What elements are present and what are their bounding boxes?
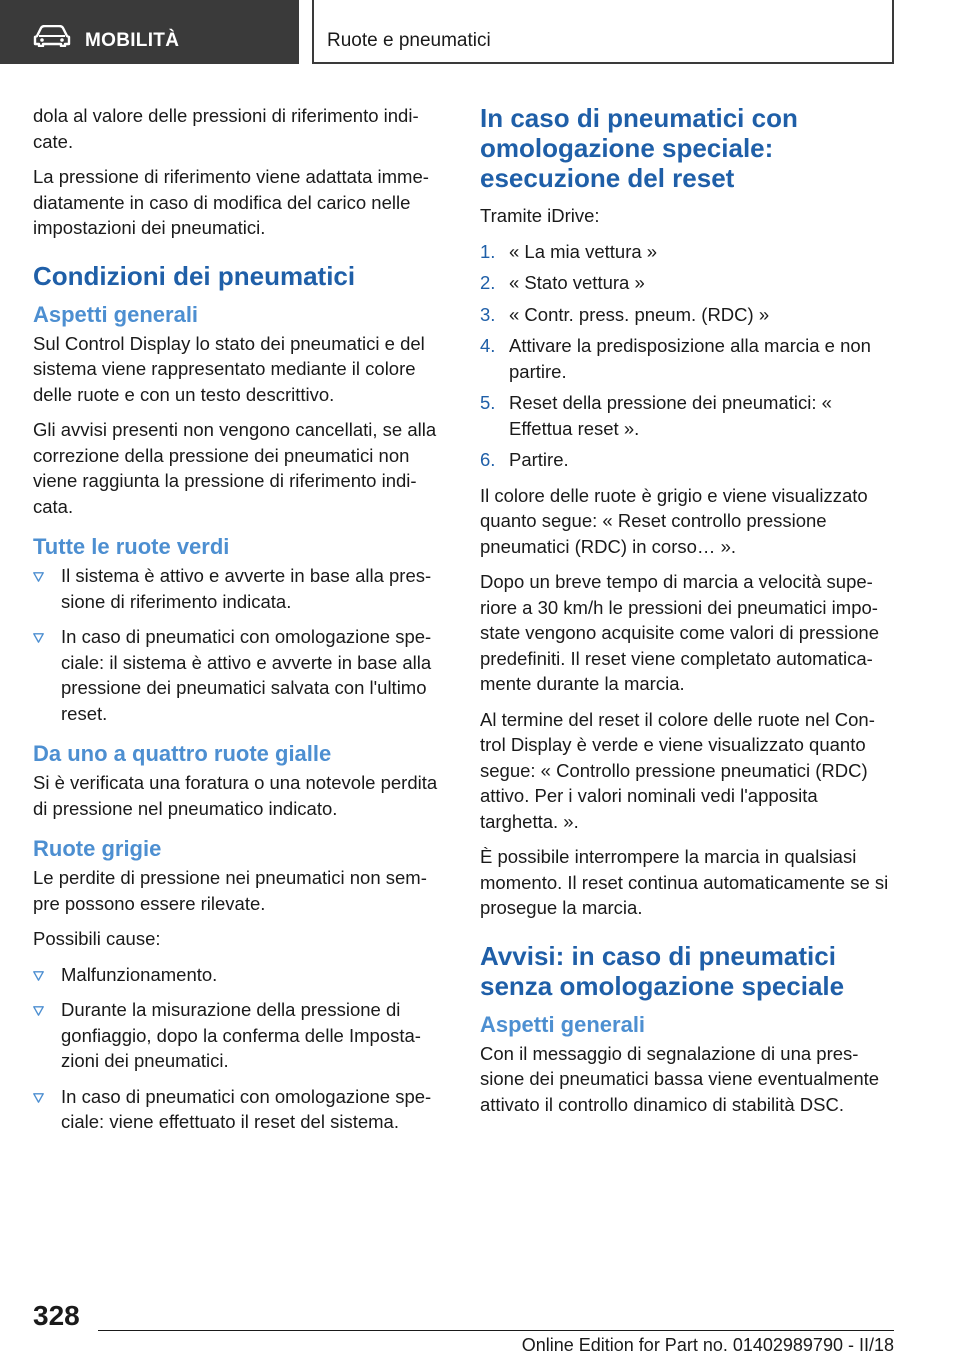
list-item-text: Durante la misurazione della pressione di gonfiaggio, dopo la conferma delle Imposta-zioni dei pneumatici.: [61, 999, 421, 1071]
step-text: Reset della pressione dei pneumatici: « Effettua reset ».: [509, 392, 832, 439]
reset-paragraph-4: È possibile interrompere la marcia in qualsiasi momento. Il reset continua automaticamente se si prosegue la marcia.: [480, 846, 889, 918]
step-number: 4.: [480, 335, 496, 356]
subheading-general: Aspetti generali: [33, 301, 199, 327]
list-item: [33, 1084, 447, 1135]
heading-reset-special-tyres: In caso di pneumatici con omologazione speciale: esecuzione del reset: [480, 103, 798, 193]
list-item: [480, 390, 894, 441]
list-item: [480, 239, 894, 265]
step-text: « Contr. press. pneum. (RDC) »: [509, 303, 770, 325]
intro-paragraph-1: dola al valore delle pressioni di riferimento indi-cate.: [33, 105, 419, 152]
header-category: MOBILITÀ: [85, 30, 180, 51]
step-number: 5.: [480, 392, 496, 413]
triangle-bullet-icon: [33, 1006, 44, 1016]
footer-divider: [98, 1330, 894, 1331]
reset-paragraph-1: Il colore delle ruote è grigio e viene visualizzato quanto segue: « Reset controllo pressione pneumatici (RDC) in corso… ».: [480, 484, 868, 557]
reset-paragraph-3: Al termine del reset il colore delle ruote nel Con-trol Display è verde e viene visualizzato quanto segue: « Controllo pressione pneumatici (RDC) attivo. Per i valori nominali vedi l'apposita targhetta. ».: [480, 708, 875, 832]
car-icon: [33, 25, 71, 47]
reset-paragraph-2: Dopo un breve tempo di marcia a velocità supe-riore a 30 km/h le pressioni dei pneumatici impo-state vengono acquisite come valori di pressione predefiniti. Il reset viene completato automatica-mente durante la marcia.: [480, 571, 880, 694]
header-section-box: [312, 0, 894, 64]
triangle-bullet-icon: [33, 572, 44, 582]
step-text: Attivare la predisposizione alla marcia e non partire.: [509, 335, 871, 382]
list-item: [33, 962, 447, 988]
list-item-text: In caso di pneumatici con omologazione spe-ciale: viene effettuato il reset del sistema.: [61, 1085, 432, 1132]
general-paragraph-2: Gli avvisi presenti non vengono cancellati, se alla correzione della pressione dei pneumatici non viene raggiunta la pressione di riferimento indi-cata.: [33, 419, 437, 517]
step-number: 2.: [480, 272, 496, 293]
list-item-text: In caso di pneumatici con omologazione spe-ciale: il sistema è attivo e avverte in base alla pressione dei pneumatici salvata con l'ultimo reset.: [61, 626, 432, 724]
list-item: [33, 563, 447, 614]
step-text: Partire.: [509, 449, 569, 470]
footer-edition: Online Edition for Part no. 01402989790 - II/18: [521, 1335, 894, 1355]
general-paragraph-1: Sul Control Display lo stato dei pneumatici e del sistema viene rappresentato mediante il colore delle ruote e con un testo descrittivo.: [33, 332, 425, 405]
list-item: [480, 302, 894, 328]
page-number: 328: [33, 1300, 80, 1331]
intro-paragraph-2: La pressione di riferimento viene adattata imme-diatamente in caso di modifica del carico nelle impostazioni dei pneumatici.: [33, 166, 429, 238]
step-number: 1.: [480, 240, 496, 262]
grey-paragraph-1: Le perdite di pressione nei pneumatici non sem-pre possono essere rilevate.: [33, 867, 427, 914]
subheading-green-wheels: Tutte le ruote verdi: [33, 534, 230, 559]
list-item-text: Il sistema è attivo e avverte in base alla pres-sione di riferimento indicata.: [61, 565, 432, 612]
header-section-title: Ruote e pneumatici: [327, 30, 491, 51]
grey-bullet-list: [33, 962, 447, 1135]
warnings-paragraph-1: Con il messaggio di segnalazione di una pres-sione dei pneumatici bassa viene eventualmente attivato il controllo dinamico di stabilità DSC.: [480, 1042, 880, 1115]
triangle-bullet-icon: [33, 633, 44, 643]
triangle-bullet-icon: [33, 1093, 44, 1103]
step-text: « La mia vettura »: [509, 240, 658, 262]
step-number: 3.: [480, 303, 496, 325]
list-item: [480, 270, 894, 296]
subheading-yellow-wheels: Da uno a quattro ruote gialle: [33, 741, 332, 766]
step-text: « Stato vettura »: [509, 272, 645, 293]
list-item: [480, 333, 894, 384]
step-number: 6.: [480, 449, 496, 470]
subheading-grey-wheels: Ruote grigie: [33, 836, 162, 861]
list-item-text: Malfunzionamento.: [61, 963, 218, 985]
green-bullet-list: [33, 563, 447, 726]
list-item: [480, 447, 894, 473]
list-item: [33, 997, 447, 1074]
subheading-general: Aspetti generali: [480, 1011, 646, 1037]
reset-steps-list: [480, 239, 894, 473]
yellow-paragraph: Si è verificata una foratura o una notevole perdita di pressione nel pneumatico indicato.: [33, 772, 438, 819]
triangle-bullet-icon: [33, 971, 44, 981]
heading-warnings-no-special-tyres: Avvisi: in caso di pneumatici senza omologazione speciale: [480, 940, 845, 1001]
header-category-bar: [0, 0, 299, 64]
heading-tyre-conditions: Condizioni dei pneumatici: [33, 260, 356, 291]
left-column: [33, 103, 447, 1145]
reset-intro: Tramite iDrive:: [480, 205, 600, 226]
right-column: [480, 103, 894, 1127]
list-item: [33, 624, 447, 726]
grey-paragraph-2: Possibili cause:: [33, 928, 161, 949]
